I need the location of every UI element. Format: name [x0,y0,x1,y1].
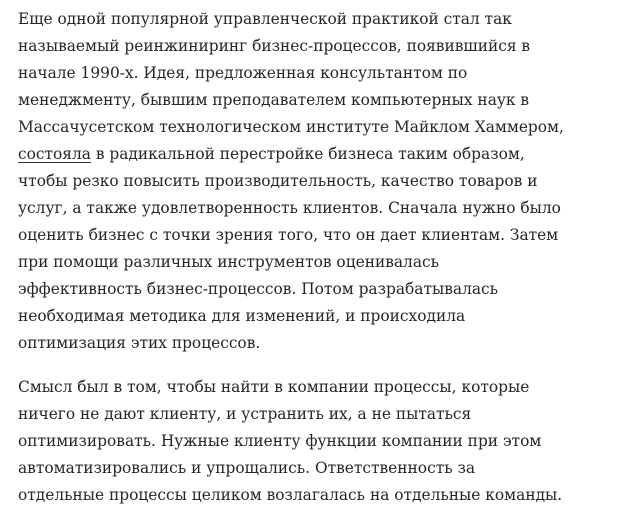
text-line: эффективность бизнес-процессов. Потом разрабатывалась [18,280,499,298]
text-line: автоматизировались и упрощались. Ответственность за [18,459,476,477]
inline-link-sostoyala[interactable]: состояла [18,145,91,163]
text-line: оптимизация этих процессов. [18,334,261,352]
text-line-rest: в радикальной перестройке бизнеса таким образом, [90,145,525,163]
text-line: Смысл был в том, чтобы найти в компании процессы, которые [18,378,530,396]
text-line: ничего не дают клиенту, и устранить их, а не пытаться [18,405,472,423]
paragraph-2 [18,374,618,509]
text-line: оценить бизнес с точки зрения того, что он дает клиентам. Затем [18,226,559,244]
text-line: Еще одной популярной управленческой практикой стал так [18,10,512,28]
article-body [18,6,618,509]
paragraph-spacer [18,357,618,374]
paragraph-1 [18,6,618,357]
text-line: чтобы резко повысить производительность, качество товаров и [18,172,538,190]
text-line: при помощи различных инструментов оценивалась [18,253,440,271]
text-line: Массачусетском технологическом институте Майклом Хаммером, [18,118,564,136]
text-line: услуг, а также удовлетворенность клиентов. Сначала нужно было [18,199,561,217]
text-line: начале 1990-х. Идея, предложенная консультантом по [18,64,468,82]
text-line: менеджменту, бывшим преподавателем компьютерных наук в [18,91,530,109]
text-line: называемый реинжиниринг бизнес-процессов, появившийся в [18,37,531,55]
text-line: оптимизировать. Нужные клиенту функции компании при этом [18,432,542,450]
text-line-with-link [18,141,618,168]
text-line: необходимая методика для изменений, и происходила [18,307,466,325]
text-line: отдельные процессы целиком возлагалась на отдельные команды. [18,486,563,504]
